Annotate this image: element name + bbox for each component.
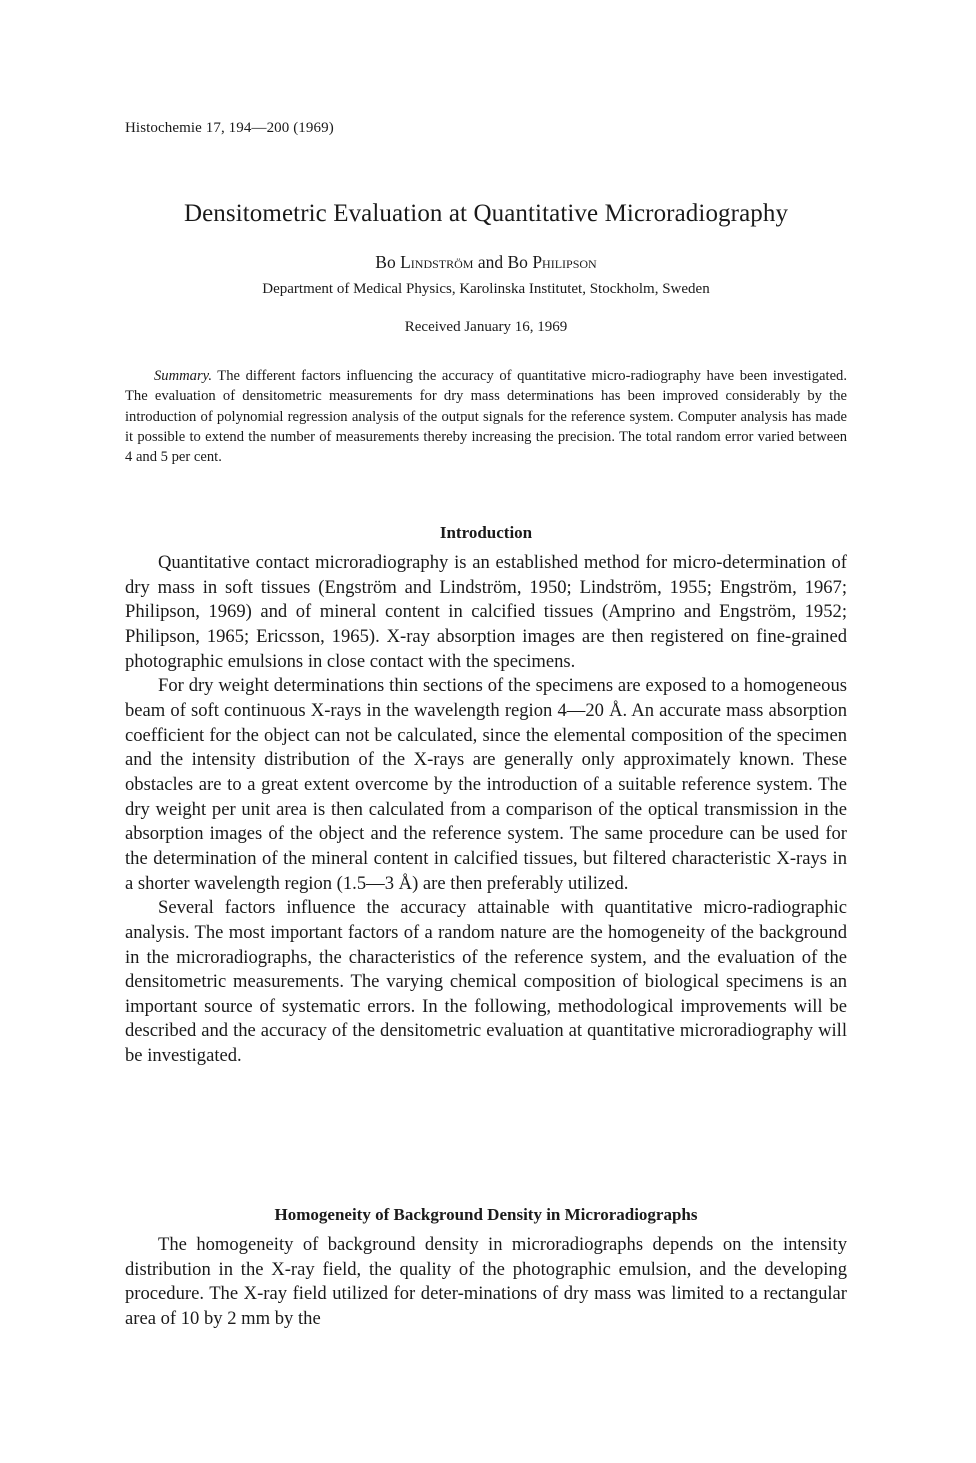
author-line [125,252,847,273]
section-heading-introduction: Introduction [439,523,533,542]
author-1-last: Lindström [400,252,474,272]
author-1-first: Bo [375,252,396,272]
paragraph: Quantitative contact microradiography is an established method for micro-determination of dry mass in soft tissues (Engström and Lindström, 1950; Lindström, 1955; Engström, 1967; Philipson, 1969) and of mineral content in calcified tissues (Amprino and Engström, 1952; Philipson, 1965; Ericsson, 1965). X-ray absorption images are then registered on fine-grained photographic emulsions in close contact with the specimens. [125,552,847,672]
article-title: Densitometric Evaluation at Quantitative Microradiography [183,200,789,227]
author-2-last: Philipson [532,252,597,272]
paragraph: For dry weight determinations thin sections of the specimens are exposed to a homogeneous beam of soft continuous X-rays in the wavelength region 4—20 Å. An accurate mass absorption coefficient for the object can not be calculated, since the elemental composition of the specimen and the intensity distribution of the X-rays are generally only approximately known. These obstacles are to a great extent overcome by the introduction of a suitable reference system. The dry weight per unit area is then calculated from a comparison of the optical transmission in the absorption images of the object and the reference system. The same procedure can be used for the determination of the mineral content in calcified tissues, but filtered characteristic X-rays in a shorter wavelength region (1.5—3 Å) are then preferably utilized. [125,675,847,894]
section-heading-background-homogeneity: Homogeneity of Background Density in Microradiographs [274,1205,698,1224]
author-affiliation: Department of Medical Physics, Karolinska Institutet, Stockholm, Sweden [262,281,710,297]
abstract [125,366,847,467]
abstract-text: The different factors influencing the accuracy of quantitative micro-radiography have been investigated. The evaluation of densitometric measurements for dry mass determinations has been improved considerably by the introduction of polynomial regression analysis of the output signals for the reference system. Computer analysis has made it possible to extend the number of measurements thereby increasing the precision. The total random error varied between 4 and 5 per cent. [125,368,847,466]
section-body-introduction [125,551,847,1069]
author-2-first: Bo [507,252,528,272]
journal-reference: Histochemie 17, 194—200 (1969) [125,120,334,136]
paragraph: Several factors influence the accuracy attainable with quantitative micro-radiographic analysis. The most important factors of a random nature are the homogeneity of the background in the microradiographs, the characteristics of the reference system, and the evaluation of the densitometric measurements. The varying chemical composition of biological specimens is an important source of systematic errors. In the following, methodological improvements will be described and the accuracy of the densitometric evaluation at quantitative microradiography will be investigated. [125,897,847,1067]
author-conjunction: and [477,252,504,272]
abstract-label: Summary. [154,368,212,384]
paragraph: The homogeneity of background density in microradiographs depends on the intensity distribution in the X-ray field, the quality of the photographic emulsion, and the developing procedure. The X-ray field utilized for deter-minations of dry mass was limited to a rectangular area of 10 by 2 mm by the [125,1234,847,1329]
received-date: Received January 16, 1969 [404,319,568,335]
section-body-background-homogeneity [125,1233,847,1332]
